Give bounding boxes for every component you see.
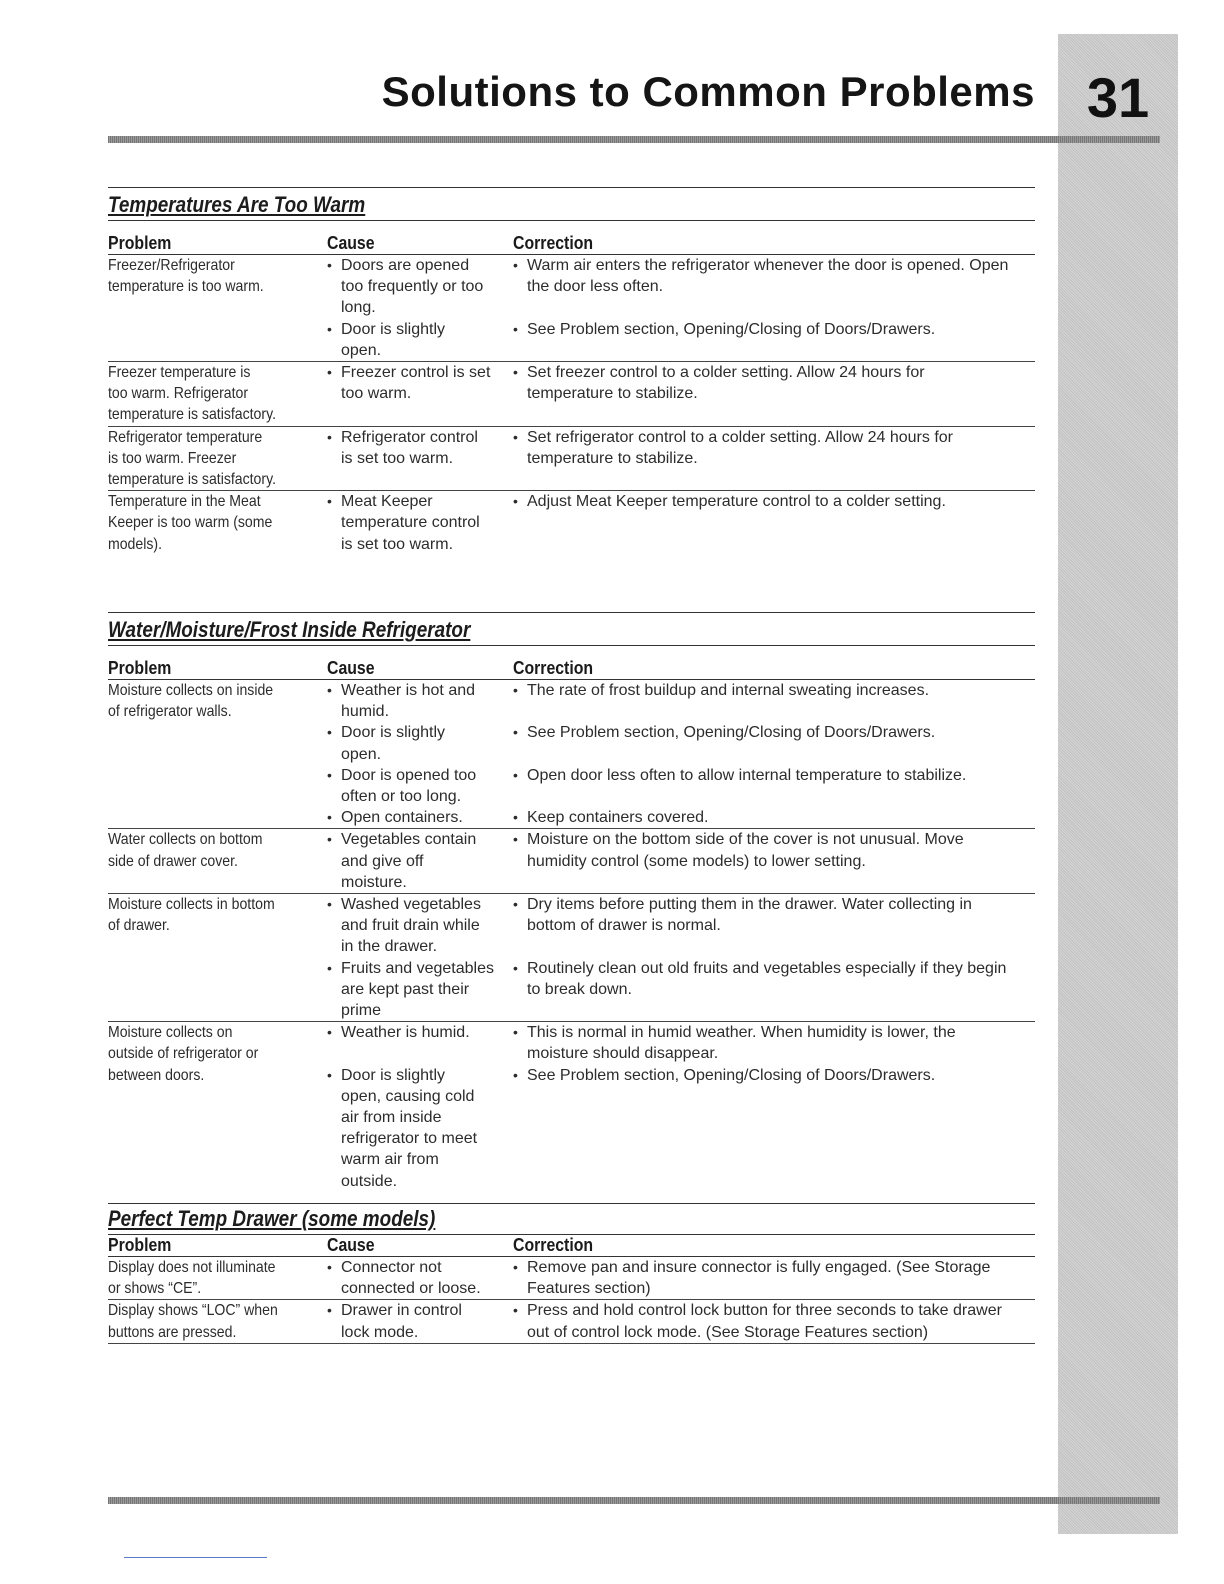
text-line: Features section) — [527, 1280, 651, 1298]
cause-cell — [327, 765, 513, 807]
text-line: • Dry items before putting them in the drawer. Water collecting in — [527, 896, 972, 914]
text-line: Refrigerator temperature — [108, 428, 263, 446]
text-line: • Vegetables contain — [341, 831, 477, 849]
text-line: long. — [341, 299, 376, 317]
cause-cell — [327, 958, 513, 1022]
correction-bullet — [513, 807, 1035, 828]
text-line: too warm. — [341, 385, 412, 403]
cause-cell — [327, 829, 513, 893]
cause-bullet — [327, 958, 513, 1022]
correction-bullet — [513, 680, 1035, 701]
text-line: • Remove pan and insure connector is fully engaged. (See Storage — [527, 1259, 991, 1276]
table-row — [108, 680, 1035, 829]
cause-correction-pair — [327, 894, 1035, 958]
cause-bullet — [327, 1065, 513, 1192]
text-line: buttons are pressed. — [108, 1323, 237, 1341]
column-header-label: Problem — [108, 233, 172, 253]
cause-correction-group — [327, 491, 1035, 555]
correction-bullet — [513, 255, 1035, 297]
column-header-label: Cause — [327, 233, 375, 253]
section-heading — [108, 187, 1035, 221]
problem-cell — [108, 255, 327, 361]
cause-correction-group — [327, 1257, 1035, 1299]
problem-cell — [108, 1300, 327, 1342]
section-title: Water/Moisture/Frost Inside Refrigerator — [108, 617, 471, 642]
correction-cell — [513, 319, 1035, 361]
cause-correction-pair — [327, 255, 1035, 319]
cause-correction-pair — [327, 1257, 1035, 1299]
correction-bullet — [513, 829, 1035, 871]
correction-bullet — [513, 362, 1035, 404]
text-line: • This is normal in humid weather. When humidity is lower, the — [527, 1024, 956, 1042]
correction-cell — [513, 427, 1035, 469]
text-line: moisture. — [341, 873, 407, 891]
text-line: open. — [341, 341, 382, 359]
section-perfect-temp-drawer — [108, 1203, 1035, 1344]
text-line: between doors. — [108, 1066, 205, 1084]
text-line: refrigerator to meet — [341, 1130, 478, 1148]
cause-bullet — [327, 894, 513, 958]
cause-cell — [327, 362, 513, 404]
text-line: warm air from — [341, 1151, 439, 1169]
column-header-problem — [108, 1235, 327, 1256]
text-line: • Door is slightly — [341, 1066, 446, 1084]
problem-cell — [108, 680, 327, 828]
correction-cell — [513, 1257, 1035, 1299]
cause-cell — [327, 807, 513, 828]
column-header-problem — [108, 233, 327, 254]
column-header-label: Cause — [327, 1235, 375, 1255]
correction-cell — [513, 1300, 1035, 1342]
correction-bullet — [513, 1300, 1035, 1342]
table-row — [108, 1257, 1035, 1300]
correction-bullet — [513, 958, 1035, 1000]
text-line: Temperature in the Meat — [108, 493, 261, 511]
text-line: • Meat Keeper — [341, 493, 433, 511]
text-line: prime — [341, 1002, 382, 1020]
column-header-problem — [108, 658, 327, 679]
page-number: 31 — [1086, 66, 1150, 129]
section-water-moisture-frost — [108, 612, 1035, 1192]
text-line: is too warm. Freezer — [108, 449, 237, 467]
column-header-label: Problem — [108, 658, 172, 678]
text-line: • Set freezer control to a colder setting. Allow 24 hours for — [527, 364, 925, 382]
text-line: too frequently or too — [341, 278, 484, 296]
correction-bullet — [513, 319, 1035, 340]
correction-cell — [513, 1065, 1035, 1192]
section-temperatures-too-warm — [108, 187, 1035, 555]
text-line: • Door is slightly — [341, 724, 446, 742]
column-header-cause — [327, 658, 513, 679]
cause-cell — [327, 722, 513, 764]
cause-correction-group — [327, 1300, 1035, 1342]
text-line: temperature is satisfactory. — [108, 471, 276, 489]
text-line: humidity control (some models) to lower setting. — [527, 852, 866, 870]
cause-correction-group — [327, 427, 1035, 491]
cause-bullet — [327, 1300, 513, 1342]
text-line: Freezer temperature is — [108, 364, 251, 382]
text-line: outside. — [341, 1172, 398, 1190]
text-line: Display does not illuminate — [108, 1259, 276, 1276]
cause-bullet — [327, 427, 513, 469]
cause-cell — [327, 1300, 513, 1342]
text-line: • Moisture on the bottom side of the cover is not unusual. Move — [527, 831, 964, 849]
text-line: • See Problem section, Opening/Closing of Doors/Drawers. — [527, 320, 936, 338]
table-row — [108, 1300, 1035, 1343]
text-line: Keeper is too warm (some — [108, 514, 273, 532]
text-line: is set too warm. — [341, 535, 454, 553]
correction-bullet — [513, 1257, 1035, 1299]
column-headers — [108, 1235, 1035, 1257]
problem-cell — [108, 491, 327, 555]
cause-correction-group — [327, 1022, 1035, 1192]
correction-cell — [513, 362, 1035, 404]
column-header-label: Correction — [513, 1235, 594, 1255]
text-line: • Refrigerator control — [341, 428, 478, 446]
text-line: • Freezer control is set — [341, 364, 491, 382]
cause-cell — [327, 491, 513, 555]
cause-bullet — [327, 765, 513, 807]
cause-bullet — [327, 491, 513, 555]
text-line: temperature is satisfactory. — [108, 406, 276, 424]
text-line: outside of refrigerator or — [108, 1045, 259, 1063]
text-line: Moisture collects in bottom — [108, 896, 275, 914]
cause-bullet — [327, 1022, 513, 1064]
bottom-divider — [108, 1497, 1160, 1504]
correction-bullet — [513, 427, 1035, 469]
text-line: Water collects on bottom — [108, 831, 263, 849]
text-line: often or too long. — [341, 788, 462, 806]
table-row — [108, 362, 1035, 427]
cause-correction-group — [327, 894, 1035, 1021]
cause-correction-pair — [327, 765, 1035, 807]
column-headers — [108, 658, 1035, 680]
correction-bullet — [513, 894, 1035, 936]
text-line: open. — [341, 745, 382, 763]
correction-cell — [513, 491, 1035, 555]
text-line: • See Problem section, Opening/Closing of Doors/Drawers. — [527, 724, 936, 742]
column-header-cause — [327, 233, 513, 254]
text-line: in the drawer. — [341, 938, 438, 956]
cause-correction-pair — [327, 362, 1035, 404]
text-line: or shows “CE”. — [108, 1280, 202, 1298]
text-line: • Adjust Meat Keeper temperature control to a colder setting. — [527, 493, 946, 511]
correction-cell — [513, 765, 1035, 807]
correction-bullet — [513, 765, 1035, 786]
table-row — [108, 255, 1035, 362]
text-line: temperature to stabilize. — [527, 449, 698, 467]
cause-bullet — [327, 362, 513, 404]
text-line: • Door is opened too — [341, 766, 477, 784]
text-line: • Warm air enters the refrigerator whenever the door is opened. Open — [527, 257, 1009, 274]
text-line: is set too warm. — [341, 449, 454, 467]
text-line: temperature control — [341, 514, 480, 532]
text-line: • Set refrigerator control to a colder setting. Allow 24 hours for — [527, 428, 953, 446]
text-line: • Fruits and vegetables — [341, 959, 494, 977]
cause-correction-pair — [327, 958, 1035, 1022]
column-header-label: Correction — [513, 233, 594, 253]
column-header-correction — [513, 658, 1035, 679]
correction-bullet — [513, 491, 1035, 512]
text-line: models). — [108, 535, 162, 553]
cause-correction-pair — [327, 1022, 1035, 1064]
column-header-label: Cause — [327, 658, 375, 678]
page-side-tab — [1058, 34, 1178, 1534]
cause-correction-pair — [327, 829, 1035, 893]
text-line: temperature is too warm. — [108, 278, 264, 296]
table-row — [108, 427, 1035, 492]
problem-cell — [108, 1022, 327, 1192]
text-line: • Weather is humid. — [341, 1024, 470, 1042]
text-line: • Doors are opened — [341, 257, 470, 274]
text-line: Display shows “LOC” when — [108, 1302, 278, 1320]
cause-correction-group — [327, 255, 1035, 361]
table-row — [108, 1022, 1035, 1192]
correction-cell — [513, 1022, 1035, 1064]
cause-cell — [327, 680, 513, 722]
section-heading — [108, 612, 1035, 646]
text-line: open, causing cold — [341, 1087, 475, 1105]
text-line: of refrigerator walls. — [108, 703, 232, 721]
cause-correction-pair — [327, 427, 1035, 469]
problem-cell — [108, 1257, 327, 1299]
text-line: • Open containers. — [341, 809, 463, 827]
column-header-correction — [513, 233, 1035, 254]
text-line: connected or loose. — [341, 1280, 481, 1298]
text-line: • Connector not — [341, 1259, 442, 1276]
cause-bullet — [327, 680, 513, 722]
text-line: air from inside — [341, 1109, 442, 1127]
footer-link-line — [124, 1557, 267, 1558]
text-line: • Door is slightly — [341, 320, 446, 338]
table-row — [108, 894, 1035, 1022]
text-line: moisture should disappear. — [527, 1045, 719, 1063]
cause-cell — [327, 894, 513, 958]
text-line: • Keep containers covered. — [527, 809, 709, 827]
text-line: and fruit drain while — [341, 917, 480, 935]
text-line: bottom of drawer is normal. — [527, 917, 721, 935]
correction-cell — [513, 680, 1035, 722]
cause-correction-group — [327, 829, 1035, 893]
text-line: • Weather is hot and — [341, 682, 476, 699]
problem-cell — [108, 427, 327, 491]
text-line: out of control lock mode. (See Storage Features section) — [527, 1323, 929, 1341]
table-row — [108, 491, 1035, 555]
cause-bullet — [327, 255, 513, 319]
cause-bullet — [327, 1257, 513, 1299]
text-line: of drawer. — [108, 917, 170, 935]
cause-cell — [327, 1022, 513, 1064]
cause-correction-pair — [327, 491, 1035, 555]
text-line — [341, 1043, 513, 1064]
column-header-label: Correction — [513, 658, 594, 678]
section-title: Perfect Temp Drawer (some models) — [108, 1206, 436, 1231]
cause-bullet — [327, 807, 513, 828]
text-line: • Press and hold control lock button for three seconds to take drawer — [527, 1302, 1002, 1320]
correction-bullet — [513, 1065, 1035, 1086]
correction-cell — [513, 807, 1035, 828]
text-line: are kept past their — [341, 980, 470, 998]
text-line: • Open door less often to allow internal temperature to stabilize. — [527, 766, 967, 784]
correction-cell — [513, 722, 1035, 764]
correction-bullet — [513, 1022, 1035, 1064]
cause-correction-group — [327, 680, 1035, 828]
text-line: • Washed vegetables — [341, 896, 481, 914]
column-header-correction — [513, 1235, 1035, 1256]
text-line: to break down. — [527, 980, 632, 998]
column-header-label: Problem — [108, 1235, 172, 1255]
text-line: • Drawer in control — [341, 1302, 462, 1320]
cause-correction-pair — [327, 1065, 1035, 1192]
cause-bullet — [327, 319, 513, 361]
correction-cell — [513, 829, 1035, 893]
cause-correction-group — [327, 362, 1035, 426]
table-row — [108, 829, 1035, 894]
column-headers — [108, 233, 1035, 255]
cause-cell — [327, 255, 513, 319]
text-line: temperature to stabilize. — [527, 385, 698, 403]
problem-cell — [108, 894, 327, 1021]
top-divider — [108, 136, 1160, 143]
correction-cell — [513, 894, 1035, 958]
problem-cell — [108, 362, 327, 426]
cause-cell — [327, 427, 513, 469]
cause-cell — [327, 1257, 513, 1299]
correction-bullet — [513, 722, 1035, 743]
correction-cell — [513, 255, 1035, 319]
cause-correction-pair — [327, 722, 1035, 764]
text-line: Freezer/Refrigerator — [108, 257, 235, 274]
cause-correction-pair — [327, 680, 1035, 722]
text-line: too warm. Refrigerator — [108, 385, 249, 403]
text-line: the door less often. — [527, 278, 664, 296]
cause-bullet — [327, 829, 513, 893]
cause-correction-pair — [327, 807, 1035, 828]
text-line: lock mode. — [341, 1323, 419, 1341]
text-line: and give off — [341, 852, 424, 870]
text-line: Moisture collects on inside — [108, 682, 274, 699]
cause-bullet — [327, 722, 513, 764]
cause-cell — [327, 1065, 513, 1192]
text-line: • Routinely clean out old fruits and vegetables especially if they begin — [527, 959, 1007, 977]
correction-cell — [513, 958, 1035, 1022]
text-line: Moisture collects on — [108, 1024, 233, 1042]
cause-correction-pair — [327, 319, 1035, 361]
text-line: • The rate of frost buildup and internal sweating increases. — [527, 682, 930, 699]
section-title: Temperatures Are Too Warm — [108, 192, 366, 217]
text-line: • See Problem section, Opening/Closing of Doors/Drawers. — [527, 1066, 936, 1084]
section-heading — [108, 1203, 1035, 1235]
text-line: humid. — [341, 703, 390, 721]
problem-cell — [108, 829, 327, 893]
text-line: side of drawer cover. — [108, 852, 238, 870]
cause-correction-pair — [327, 1300, 1035, 1342]
column-header-cause — [327, 1235, 513, 1256]
page-title: Solutions to Common Problems — [381, 68, 1035, 115]
cause-cell — [327, 319, 513, 361]
